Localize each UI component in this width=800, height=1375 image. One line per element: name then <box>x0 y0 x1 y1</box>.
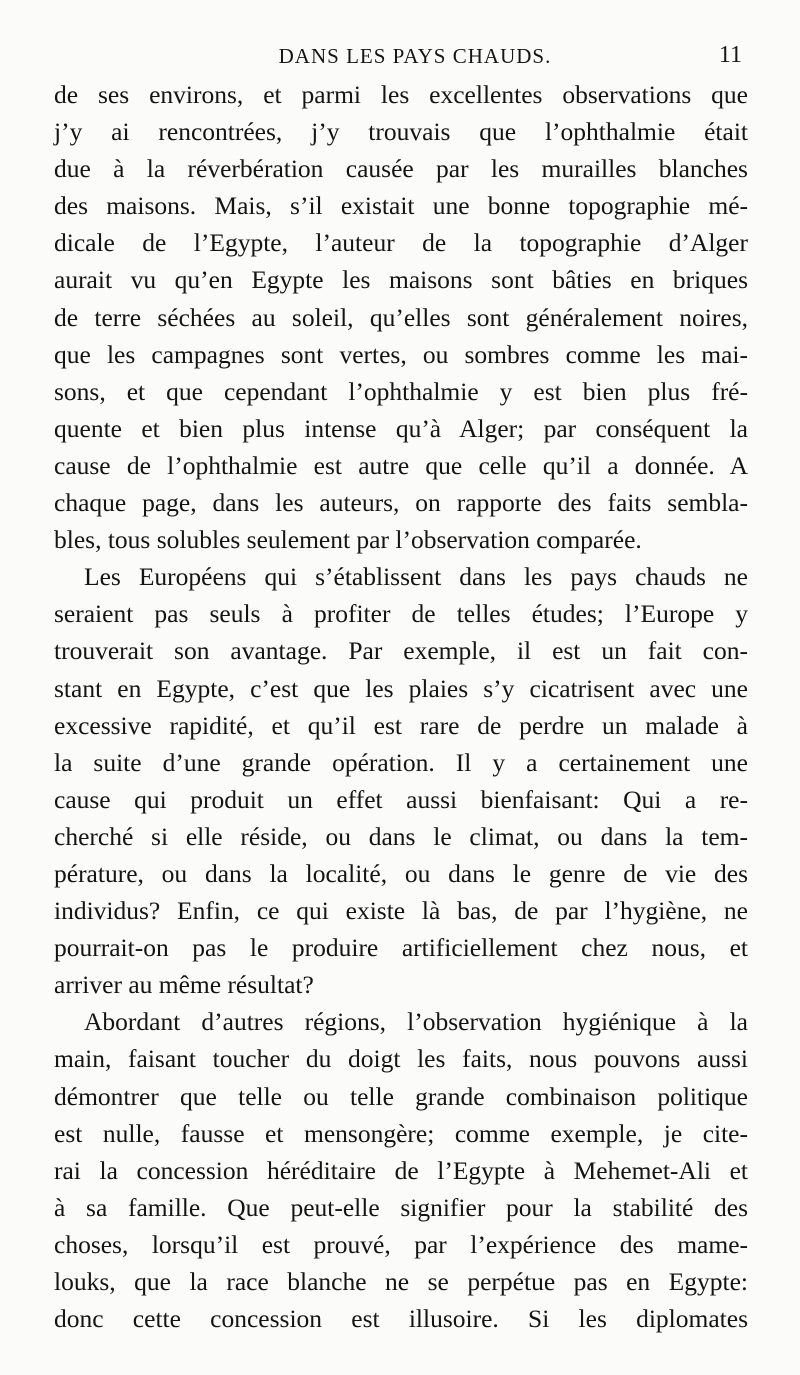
text-line: que les campagnes sont vertes, ou sombres comme les mai- <box>54 339 748 369</box>
text-line: bles, tous solubles seulement par l’observation comparée. <box>54 525 642 555</box>
text-line: quente et bien plus intense qu’à Alger; par conséquent la <box>54 413 748 443</box>
text-line: arriver au même résultat? <box>54 970 314 1000</box>
text-line: chaque page, dans les auteurs, on rapporte des faits sembla- <box>54 488 748 518</box>
text-line: aurait vu qu’en Egypte les maisons sont bâties en briques <box>54 265 748 295</box>
text-line: la suite d’une grande opération. Il y a certainement une <box>54 747 748 777</box>
text-line: dicale de l’Egypte, l’auteur de la topographie d’Alger <box>54 228 748 258</box>
text-line: individus? Enfin, ce qui existe là bas, de par l’hygiène, ne <box>54 896 748 926</box>
text-line: à sa famille. Que peut-elle signifier pour la stabilité des <box>54 1192 748 1222</box>
text-line: cause de l’ophthalmie est autre que celle qu’il a donnée. A <box>54 450 748 480</box>
text-line: cause qui produit un effet aussi bienfaisant: Qui a re- <box>54 784 748 814</box>
text-line: démontrer que telle ou telle grande combinaison politique <box>54 1081 748 1111</box>
text-line: main, faisant toucher du doigt les faits, nous pouvons aussi <box>54 1044 748 1074</box>
text-line: stant en Egypte, c’est que les plaies s’y cicatrisent avec une <box>54 673 748 703</box>
text-line: est nulle, fausse et mensongère; comme exemple, je cite- <box>54 1118 748 1148</box>
text-line: seraient pas seuls à profiter de telles études; l’Europe y <box>54 599 748 629</box>
text-line: choses, lorsqu’il est prouvé, par l’expérience des mame- <box>54 1229 748 1259</box>
text-line: de terre séchées au soleil, qu’elles sont généralement noires, <box>54 302 748 332</box>
text-line: rai la concession héréditaire de l’Egypte à Mehemet-Ali et <box>54 1155 748 1185</box>
running-title: DANS LES PAYS CHAUDS. <box>278 44 552 68</box>
text-line: sons, et que cependant l’ophthalmie y est bien plus fré- <box>54 376 748 406</box>
text-line: pérature, ou dans la localité, ou dans le genre de vie des <box>54 858 748 888</box>
text-line: de ses environs, et parmi les excellentes observations que <box>54 80 748 109</box>
text-line: Abordant d’autres régions, l’observation hygiénique à la <box>84 1007 748 1037</box>
text-line: louks, que la race blanche ne se perpétue pas en Egypte: <box>54 1267 748 1296</box>
body-text <box>54 76 748 1337</box>
text-line: due à la réverbération causée par les murailles blanches <box>54 154 748 184</box>
text-line: Les Européens qui s’établissent dans les pays chauds ne <box>84 562 748 592</box>
text-line: cherché si elle réside, ou dans le climat, ou dans la tem- <box>54 821 748 851</box>
text-line: donc cette concession est illusoire. Si les diplomates <box>54 1304 748 1334</box>
page-number: 11 <box>718 42 742 68</box>
text-line: des maisons. Mais, s’il existait une bonne topographie mé- <box>54 191 748 221</box>
text-line: j’y ai rencontrées, j’y trouvais que l’ophthalmie était <box>54 117 748 147</box>
text-line: trouverait son avantage. Par exemple, il est un fait con- <box>54 636 748 666</box>
running-head <box>56 36 746 76</box>
text-line: excessive rapidité, et qu’il est rare de perdre un malade à <box>54 710 748 740</box>
text-line: pourrait-on pas le produire artificiellement chez nous, et <box>54 933 748 963</box>
